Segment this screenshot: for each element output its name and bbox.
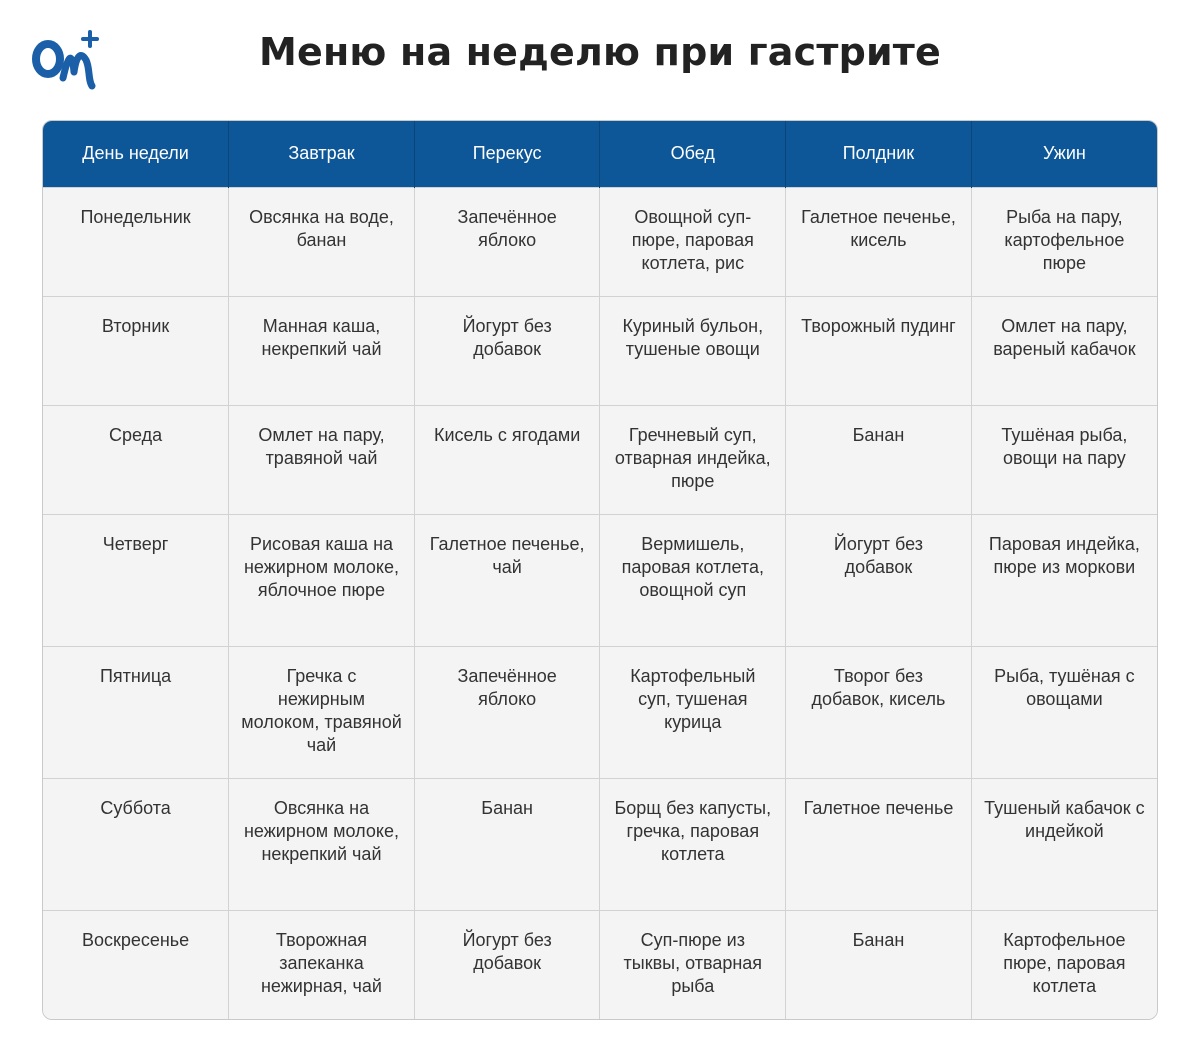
column-header-breakfast: Завтрак — [229, 121, 415, 187]
dinner-cell: Паровая индейка, пюре из моркови — [971, 514, 1157, 646]
dinner-cell: Картофельное пюре, паровая котлета — [971, 910, 1157, 1019]
lunch-cell: Гречневый суп, отварная индейка, пюре — [600, 405, 786, 514]
breakfast-cell: Творожная запеканка нежирная, чай — [229, 910, 415, 1019]
table-row — [43, 405, 1157, 514]
snack-cell: Запечённое яблоко — [414, 646, 600, 778]
day-cell: Воскресенье — [43, 910, 229, 1019]
table-row — [43, 778, 1157, 910]
table-header-row — [43, 121, 1157, 187]
table-row — [43, 296, 1157, 405]
snack-cell: Йогурт без добавок — [414, 910, 600, 1019]
afternoon-snack-cell: Банан — [786, 910, 972, 1019]
dinner-cell: Тушеный кабачок с индейкой — [971, 778, 1157, 910]
breakfast-cell: Рисовая каша на нежирном молоке, яблочное пюре — [229, 514, 415, 646]
lunch-cell: Вермишель, паровая котлета, овощной суп — [600, 514, 786, 646]
snack-cell: Банан — [414, 778, 600, 910]
dinner-cell: Рыба, тушёная с овощами — [971, 646, 1157, 778]
snack-cell: Галетное печенье, чай — [414, 514, 600, 646]
lunch-cell: Куриный бульон, тушеные овощи — [600, 296, 786, 405]
breakfast-cell: Омлет на пару, травяной чай — [229, 405, 415, 514]
column-header-dinner: Ужин — [971, 121, 1157, 187]
afternoon-snack-cell: Творог без добавок, кисель — [786, 646, 972, 778]
snack-cell: Йогурт без добавок — [414, 296, 600, 405]
day-cell: Суббота — [43, 778, 229, 910]
column-header-lunch: Обед — [600, 121, 786, 187]
page-title: Меню на неделю при гастрите — [258, 30, 941, 74]
day-cell: Пятница — [43, 646, 229, 778]
afternoon-snack-cell: Банан — [786, 405, 972, 514]
afternoon-snack-cell: Творожный пудинг — [786, 296, 972, 405]
table-row — [43, 187, 1157, 296]
day-cell: Среда — [43, 405, 229, 514]
column-header-snack: Перекус — [414, 121, 600, 187]
lunch-cell: Борщ без капусты, гречка, паровая котлета — [600, 778, 786, 910]
lunch-cell: Суп-пюре из тыквы, отварная рыба — [600, 910, 786, 1019]
weekly-menu-table — [42, 120, 1158, 1020]
day-cell: Четверг — [43, 514, 229, 646]
table-row — [43, 646, 1157, 778]
dinner-cell: Омлет на пару, вареный кабачок — [971, 296, 1157, 405]
lunch-cell: Овощной суп-пюре, паровая котлета, рис — [600, 187, 786, 296]
dinner-cell: Тушёная рыба, овощи на пару — [971, 405, 1157, 514]
lunch-cell: Картофельный суп, тушеная курица — [600, 646, 786, 778]
table-row — [43, 910, 1157, 1019]
table-row — [43, 514, 1157, 646]
afternoon-snack-cell: Галетное печенье — [786, 778, 972, 910]
breakfast-cell: Манная каша, некрепкий чай — [229, 296, 415, 405]
snack-cell: Запечённое яблоко — [414, 187, 600, 296]
day-cell: Понедельник — [43, 187, 229, 296]
afternoon-snack-cell: Йогурт без добавок — [786, 514, 972, 646]
column-header-day: День недели — [43, 121, 229, 187]
dinner-cell: Рыба на пару, картофельное пюре — [971, 187, 1157, 296]
column-header-afternoon-snack: Полдник — [786, 121, 972, 187]
breakfast-cell: Гречка с нежирным молоком, травяной чай — [229, 646, 415, 778]
day-cell: Вторник — [43, 296, 229, 405]
snack-cell: Кисель с ягодами — [414, 405, 600, 514]
breakfast-cell: Овсянка на воде, банан — [229, 187, 415, 296]
breakfast-cell: Овсянка на нежирном молоке, некрепкий чай — [229, 778, 415, 910]
afternoon-snack-cell: Галетное печенье, кисель — [786, 187, 972, 296]
